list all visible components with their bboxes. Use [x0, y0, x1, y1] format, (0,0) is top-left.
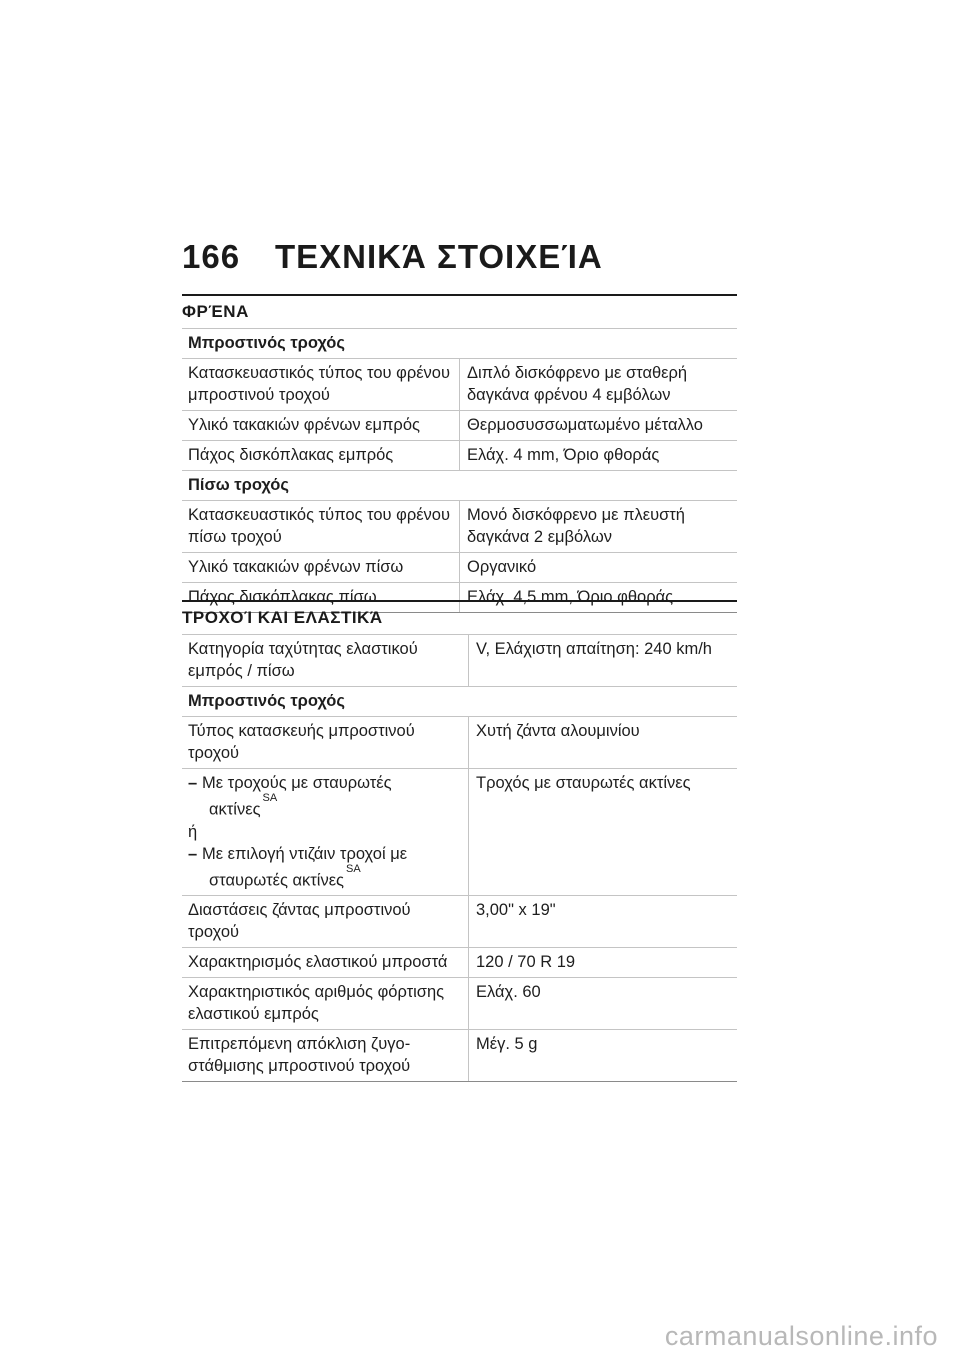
spec-label: Χαρακτηριστικός αριθμός φόρτισης ελαστικού εμπρός [182, 978, 469, 1030]
page-header [182, 238, 737, 288]
table-subheading-row [182, 329, 737, 359]
option-line [188, 772, 460, 821]
brakes-section [182, 294, 737, 613]
spec-label: Κατασκευαστικός τύπος του φρένου πίσω τροχού [182, 501, 460, 553]
page-number: 166 [182, 238, 241, 275]
spec-value: 120 / 70 R 19 [469, 948, 738, 978]
spec-value: 3,00" x 19" [469, 896, 738, 948]
table-subheading-row [182, 471, 737, 501]
subheading-front-wheel: Μπροστινός τροχός [182, 687, 737, 717]
section-title-brakes: ΦΡΈΝΑ [182, 294, 737, 328]
spec-value: Ελάχ. 4,5 mm, Όριο φθοράς [460, 583, 738, 613]
spec-label: Επιτρεπόμενη απόκλιση ζυγοστάθμισης μπροστινού τροχού [182, 1030, 469, 1082]
spec-value: Μέγ. 5 g [469, 1030, 738, 1082]
sa-badge: SA [262, 792, 278, 804]
spec-value: Τροχός με σταυρωτές ακτίνες [469, 769, 738, 896]
table-row [182, 948, 737, 978]
spec-label: Πάχος δισκόπλακας πίσω [182, 583, 460, 613]
subheading-rear-wheel: Πίσω τροχός [182, 471, 737, 501]
spec-label: Κατηγορία ταχύτητας ελαστικού εμπρός / πίσω [182, 635, 469, 687]
spec-label: Κατασκευαστικός τύπος του φρένου μπροστινού τροχού [182, 359, 460, 411]
spec-label: Χαρακτηρισμός ελαστικού μπροστά [182, 948, 469, 978]
option-text: Με επιλογή ντιζάιν τροχοί με σταυρωτές ακτίνες [202, 844, 408, 889]
table-row [182, 501, 737, 553]
spec-value: Ελάχ. 4 mm, Όριο φθοράς [460, 441, 738, 471]
spec-value: Ελάχ. 60 [469, 978, 738, 1030]
dash-bullet: – [188, 844, 198, 863]
watermark: carmanualsonline.info [664, 1321, 938, 1351]
wheels-section [182, 600, 737, 1082]
spec-value: V, Ελάχιστη απαίτηση: 240 km/h [469, 635, 738, 687]
spec-label-options [182, 769, 469, 896]
table-subheading-row [182, 687, 737, 717]
spec-label: Διαστάσεις ζάντας μπροστινού τροχού [182, 896, 469, 948]
spec-value: Οργανικό [460, 553, 738, 583]
option-text: Με τροχούς με σταυρωτές ακτίνες [202, 774, 392, 819]
brakes-table [182, 328, 737, 613]
table-row [182, 359, 737, 411]
subheading-front-wheel: Μπροστινός τροχός [182, 329, 737, 359]
table-row [182, 441, 737, 471]
dash-bullet: – [188, 774, 198, 792]
table-row [182, 553, 737, 583]
table-row [182, 978, 737, 1030]
or-separator: ή [188, 822, 198, 841]
table-row [182, 635, 737, 687]
chapter-title: ΤΕΧΝΙΚΆ ΣΤΟΙΧΕΊΑ [275, 238, 603, 275]
section-title-wheels: ΤΡΟΧΟΊ ΚΑΙ ΕΛΑΣΤΙΚΆ [182, 600, 737, 634]
table-row [182, 896, 737, 948]
spec-label: Υλικό τακακιών φρένων πίσω [182, 553, 460, 583]
spec-label: Υλικό τακακιών φρένων εμπρός [182, 411, 460, 441]
table-row [182, 1030, 737, 1082]
table-row [182, 769, 737, 896]
table-row [182, 411, 737, 441]
spec-value: Διπλό δισκόφρενο με σταθερή δαγκάνα φρένου 4 εμβόλων [460, 359, 738, 411]
sa-badge: SA [346, 862, 361, 875]
table-row [182, 717, 737, 769]
option-line [188, 843, 460, 892]
spec-value: Χυτή ζάντα αλουμινίου [469, 717, 738, 769]
spec-label: Τύπος κατασκευής μπροστινού τροχού [182, 717, 469, 769]
wheels-table [182, 634, 737, 1082]
spec-label: Πάχος δισκόπλακας εμπρός [182, 441, 460, 471]
spec-value: Μονό δισκόφρενο με πλευστή δαγκάνα 2 εμβόλων [460, 501, 738, 553]
spec-value: Θερμοσυσσωματωμένο μέταλλο [460, 411, 738, 441]
